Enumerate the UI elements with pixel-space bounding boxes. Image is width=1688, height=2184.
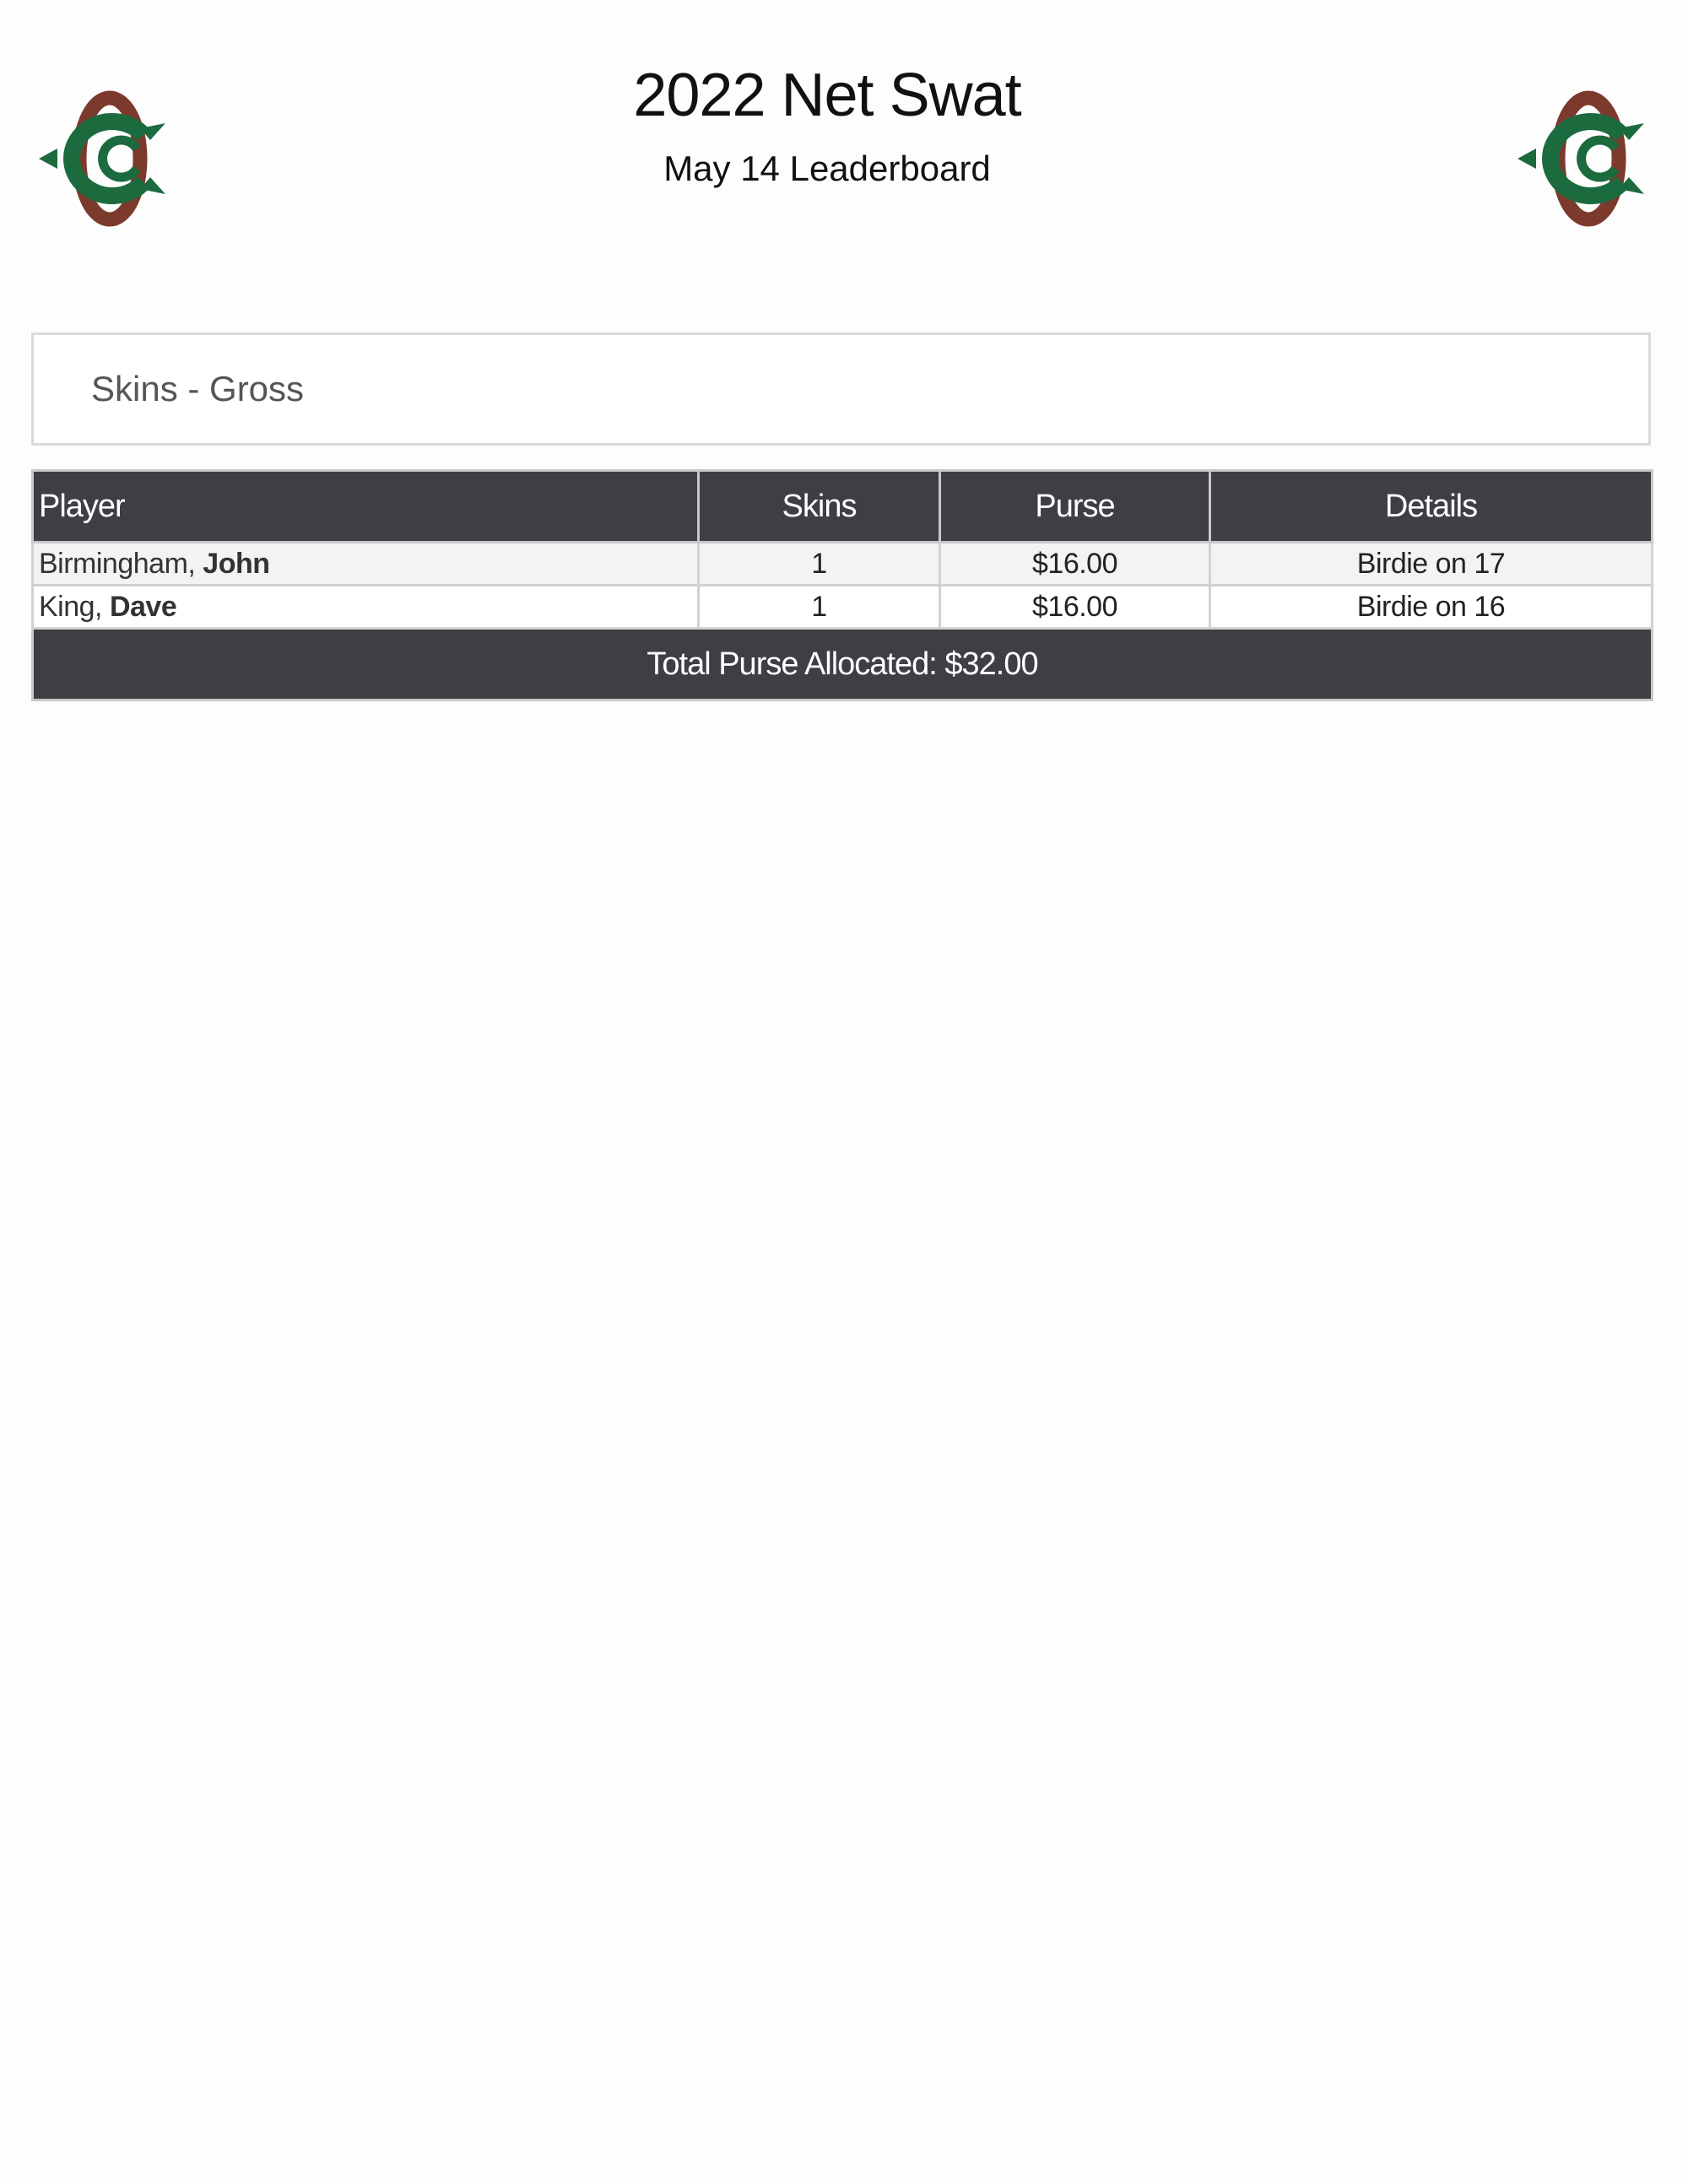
player-name — [33, 586, 699, 629]
table-header-row — [33, 471, 1653, 543]
page-title: 2022 Net Swat — [633, 62, 1021, 129]
column-header-skins: Skins — [699, 471, 940, 543]
section-title: Skins - Gross — [91, 369, 305, 408]
column-header-player: Player — [33, 471, 699, 543]
table-row — [33, 543, 1653, 586]
total-purse: Total Purse Allocated: $32.00 — [33, 629, 1653, 700]
player-last-name: Birmingham, — [39, 547, 196, 580]
table-footer-row — [33, 629, 1653, 700]
section-header — [31, 332, 1651, 446]
column-header-purse: Purse — [940, 471, 1210, 543]
skins-count: 1 — [699, 543, 940, 586]
page-subtitle: May 14 Leaderboard — [663, 149, 991, 188]
player-first-name: Dave — [109, 590, 177, 623]
column-header-details: Details — [1210, 471, 1653, 543]
player-first-name: John — [203, 547, 270, 580]
table-row — [33, 586, 1653, 629]
purse-amount: $16.00 — [940, 543, 1210, 586]
player-last-name: King, — [39, 590, 102, 623]
skin-details: Birdie on 17 — [1210, 543, 1653, 586]
skins-count: 1 — [699, 586, 940, 629]
player-name — [33, 543, 699, 586]
leaderboard-table — [31, 469, 1653, 701]
purse-amount: $16.00 — [940, 586, 1210, 629]
skin-details: Birdie on 16 — [1210, 586, 1653, 629]
